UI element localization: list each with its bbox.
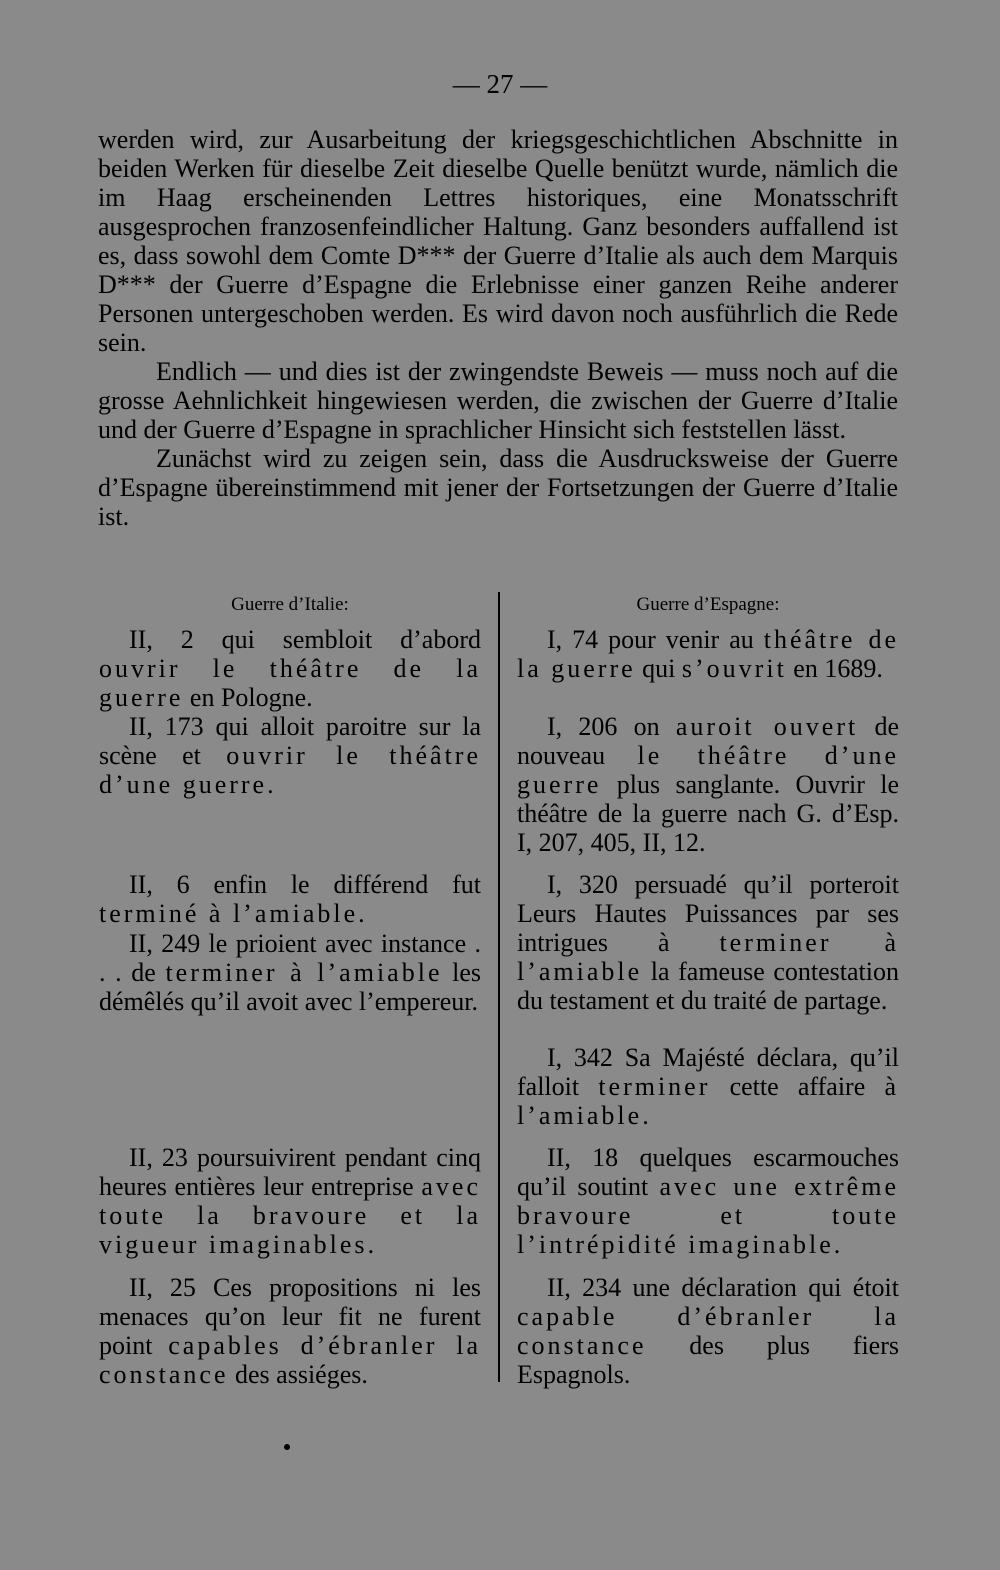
- right-entry-6: II, 234 une déclaration qui étoit capable d’ébranler la constance des plus fiers Espagnols.: [517, 1273, 899, 1389]
- left-entry-1: II, 2 qui sembloit d’abord ouvrir le théâtre de la guerre en Pologne.: [99, 625, 481, 712]
- right-column: [517, 592, 899, 625]
- paragraph-3: Zunächst wird zu zeigen sein, dass die Ausdrucksweise der Guerre d’Espagne übereinstimmend mit jener der Fortsetzungen der Guerre d’Italie ist.: [98, 444, 898, 531]
- left-entry-5: II, 23 poursuivirent pendant cinq heures entières leur entreprise avec toute la bravoure et la vigueur imaginables.: [99, 1143, 481, 1259]
- paragraph-1: werden wird, zur Ausarbeitung der kriegsgeschichtlichen Abschnitte in beiden Werken für dieselbe Zeit dieselbe Quelle benützt wurde, nämlich die im Haag erscheinenden Lettres historiques, eine Monatsschrift ausgesprochen franzosenfeindlicher Haltung. Ganz besonders auffallend ist es, dass sowohl dem Comte D*** der Guerre d’Italie als auch dem Marquis D*** der Guerre d’Espagne die Erlebnisse einer ganzen Reihe anderer Personen untergeschoben werden. Es wird davon noch ausführlich die Rede sein.: [98, 125, 898, 357]
- paragraph-2: Endlich — und dies ist der zwingendste Beweis — muss noch auf die grosse Aehnlichkeit hingewiesen werden, die zwischen der Guerre d’Italie und der Guerre d’Espagne in sprachlicher Hinsicht sich feststellen lässt.: [98, 357, 898, 444]
- right-entry-5: II, 18 quelques escarmouches qu’il soutint avec une extrême bravoure et toute l’intrépidité imaginable.: [517, 1143, 899, 1259]
- left-entry-2: II, 173 qui alloit paroitre sur la scène et ouvrir le théâtre d’une guerre.: [99, 712, 481, 799]
- left-entry-6: II, 25 Ces propositions ni les menaces qu’on leur fit ne furent point capables d’ébranler la constance des assiéges.: [99, 1273, 481, 1389]
- stray-ink-dot: [284, 1444, 290, 1450]
- main-text: [98, 125, 898, 531]
- left-column: [99, 592, 481, 625]
- column-divider: [498, 592, 500, 1382]
- right-entry-4: I, 342 Sa Majésté déclara, qu’il falloit terminer cette affaire à l’amiable.: [517, 1043, 899, 1130]
- right-entry-1: I, 74 pour venir au théâtre de la guerre qui s’ouvrit en 1689.: [517, 625, 900, 683]
- left-column-header: Guerre d’Italie:: [231, 594, 349, 615]
- right-entry-3: I, 320 persuadé qu’il porteroit Leurs Hautes Puissances par ses intrigues à terminer à l’amiable la fameuse contestation du testament et du traité de partage.: [517, 870, 899, 1015]
- right-entry-2: I, 206 on auroit ouvert de nouveau le théâtre d’une guerre plus sanglante. Ouvrir le théâtre de la guerre nach G. d’Esp. I, 207, 405, II, 12.: [517, 712, 899, 857]
- left-entry-4: II, 249 le prioient avec instance . . . de terminer à l’amiable les démêlés qu’il avoit avec l’empereur.: [99, 929, 481, 1016]
- right-column-header: Guerre d’Espagne:: [636, 594, 780, 615]
- page-number: — 27 —: [452, 69, 548, 99]
- left-entry-3: II, 6 enfin le différend fut terminé à l’amiable.: [99, 870, 481, 928]
